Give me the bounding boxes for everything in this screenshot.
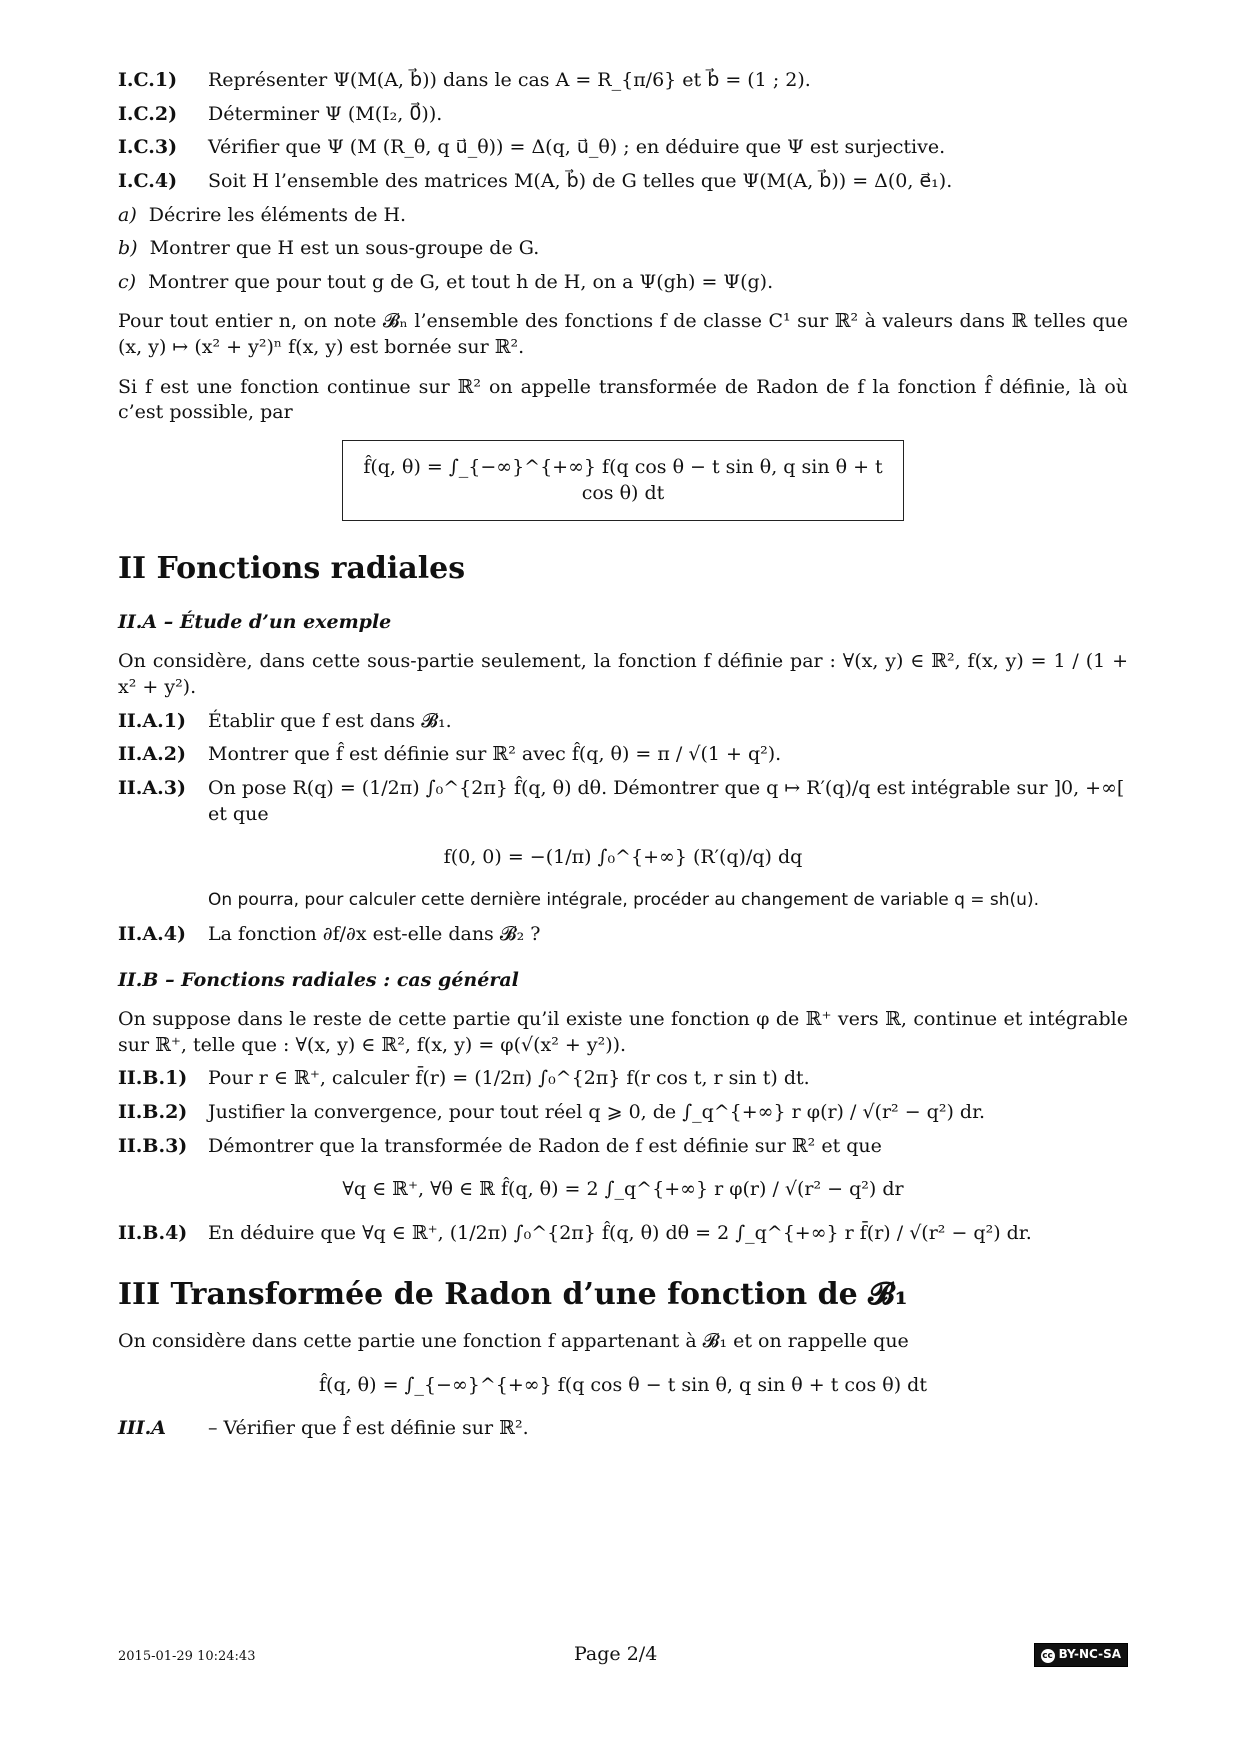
question-text: Représenter Ψ(M(A, b⃗)) dans le cas A = R_{π/6} et b⃗ = (1 ; 2).: [208, 69, 811, 91]
timestamp: 2015-01-29 10:24:43: [118, 1649, 256, 1664]
question-text: Déterminer Ψ (M(I₂, 0⃗)).: [208, 102, 443, 125]
question-text: Montrer que f̂ est définie sur ℝ² avec f̂(q, θ) = π / √(1 + q²).: [208, 743, 782, 766]
subitem-text: Montrer que H est un sous-groupe de G.: [149, 237, 540, 260]
definition-Bn: Pour tout entier n, on note 𝓑ₙ l’ensemble des fonctions f de classe C¹ sur ℝ² à valeurs dans ℝ telles que (x, y) ↦ (x² + y²)ⁿ f(x, y) est bornée sur ℝ².: [118, 310, 1128, 359]
IIA3-hint: On pourra, pour calculer cette dernière intégrale, procéder au changement de variable q = sh(u).: [208, 889, 1039, 910]
subitem-text: Décrire les éléments de H.: [148, 203, 407, 226]
question-number: I.C.3): [118, 136, 178, 159]
license-badge: [1034, 1643, 1128, 1667]
subitem-c: [118, 270, 1128, 296]
question-number: II.B.3): [118, 1134, 188, 1157]
question-text: Justifier la convergence, pour tout réel q ⩾ 0, de ∫_q^{+∞} r φ(r) / √(r² − q²) dr.: [208, 1101, 986, 1124]
question-number: II.B.2): [118, 1101, 188, 1124]
subitem-label: c): [118, 270, 137, 293]
subsection-title-IIA: II.A – Étude d’un exemple: [118, 610, 392, 633]
question-number: I.C.2): [118, 102, 178, 125]
question-number: III.A: [118, 1417, 167, 1440]
page-number: Page 2/4: [574, 1643, 658, 1665]
question-number: I.C.1): [118, 69, 178, 91]
IIA3-formula: f(0, 0) = −(1/π) ∫₀^{+∞} (R′(q)/q) dq: [443, 846, 803, 869]
question-IIIA: [118, 1416, 1128, 1442]
question-IIA4: [118, 922, 1128, 948]
section-title-III: III Transformée de Radon d’une fonction de 𝓑₁: [118, 1276, 908, 1312]
question-text: Pour r ∈ ℝ⁺, calculer f̄(r) = (1/2π) ∫₀^{2π} f(r cos t, r sin t) dt.: [208, 1067, 810, 1090]
license-text: BY-NC-SA: [1058, 1647, 1121, 1661]
subitem-text: Montrer que pour tout g de G, et tout h de H, on a Ψ(gh) = Ψ(g).: [148, 270, 774, 293]
question-text: En déduire que ∀q ∈ ℝ⁺, (1/2π) ∫₀^{2π} f̂(q, θ) dθ = 2 ∫_q^{+∞} r f̄(r) / √(r² − q²) dr.: [208, 1222, 1032, 1245]
question-IC2: [118, 102, 1128, 128]
question-IC1: [118, 68, 1128, 94]
boxed-radon-formula: f̂(q, θ) = ∫_{−∞}^{+∞} f(q cos θ − t sin θ, q sin θ + t cos θ) dt: [342, 440, 904, 521]
definition-radon: Si f est une fonction continue sur ℝ² on appelle transformée de Radon de f la fonction f̂ définie, là où c’est possible, par: [118, 375, 1128, 424]
question-number: II.A.2): [118, 743, 186, 766]
question-text: Établir que f est dans 𝓑₁.: [208, 709, 452, 732]
question-text: Vérifier que Ψ (M (R_θ, q u⃗_θ)) = Δ(q, u⃗_θ) ; en déduire que Ψ est surjective.: [208, 136, 946, 159]
question-text: La fonction ∂f/∂x est-elle dans 𝓑₂ ?: [208, 922, 541, 945]
III-formula: f̂(q, θ) = ∫_{−∞}^{+∞} f(q cos θ − t sin θ, q sin θ + t cos θ) dt: [319, 1373, 927, 1396]
question-number: II.B.1): [118, 1067, 188, 1090]
subitem-b: [118, 236, 1128, 262]
IIA-intro: On considère, dans cette sous-partie seulement, la fonction f définie par : ∀(x, y) ∈ ℝ², f(x, y) = 1 / (1 + x² + y²).: [118, 650, 1128, 699]
subitem-label: b): [118, 237, 138, 260]
question-text: Démontrer que la transformée de Radon de f est définie sur ℝ² et que: [208, 1134, 882, 1157]
subitem-a: [118, 203, 1128, 229]
subitem-label: a): [118, 203, 137, 226]
question-IIB4: [118, 1221, 1128, 1247]
question-number: I.C.4): [118, 169, 178, 192]
III-intro: On considère dans cette partie une fonction f appartenant à 𝓑₁ et on rappelle que: [118, 1330, 909, 1353]
question-number: II.B.4): [118, 1222, 188, 1245]
question-number: II.A.3): [118, 777, 186, 800]
question-IIB3: [118, 1134, 1128, 1160]
question-IIB2: [118, 1100, 1128, 1126]
document-page: [118, 60, 1128, 1450]
question-IC3: [118, 135, 1128, 161]
creative-commons-icon: cc: [1042, 1651, 1053, 1661]
question-IIA2: [118, 742, 1128, 768]
question-IC4: [118, 169, 1128, 195]
IIB-intro: On suppose dans le reste de cette partie qu’il existe une fonction φ de ℝ⁺ vers ℝ, continue et intégrable sur ℝ⁺, telle que : ∀(x, y) ∈ ℝ², f(x, y) = φ(√(x² + y²)).: [118, 1008, 1128, 1056]
question-text: Soit H l’ensemble des matrices M(A, b⃗) de G telles que Ψ(M(A, b⃗)) = Δ(0, e⃗₁).: [208, 169, 953, 192]
subsection-title-IIB: II.B – Fonctions radiales : cas général: [118, 968, 519, 991]
question-number: II.A.4): [118, 922, 186, 945]
IIB3-formula: ∀q ∈ ℝ⁺, ∀θ ∈ ℝ f̂(q, θ) = 2 ∫_q^{+∞} r φ(r) / √(r² − q²) dr: [342, 1178, 904, 1201]
question-number: II.A.1): [118, 709, 186, 732]
question-text: – Vérifier que f̂ est définie sur ℝ².: [208, 1417, 529, 1440]
question-IIA1: [118, 709, 1128, 735]
section-title-II: II Fonctions radiales: [118, 551, 466, 587]
question-text: On pose R(q) = (1/2π) ∫₀^{2π} f̂(q, θ) dθ. Démontrer que q ↦ R′(q)/q est intégrable sur ]0, +∞[ et que: [208, 777, 1125, 825]
question-IIB1: [118, 1066, 1128, 1092]
question-IIA3: [118, 776, 1128, 827]
